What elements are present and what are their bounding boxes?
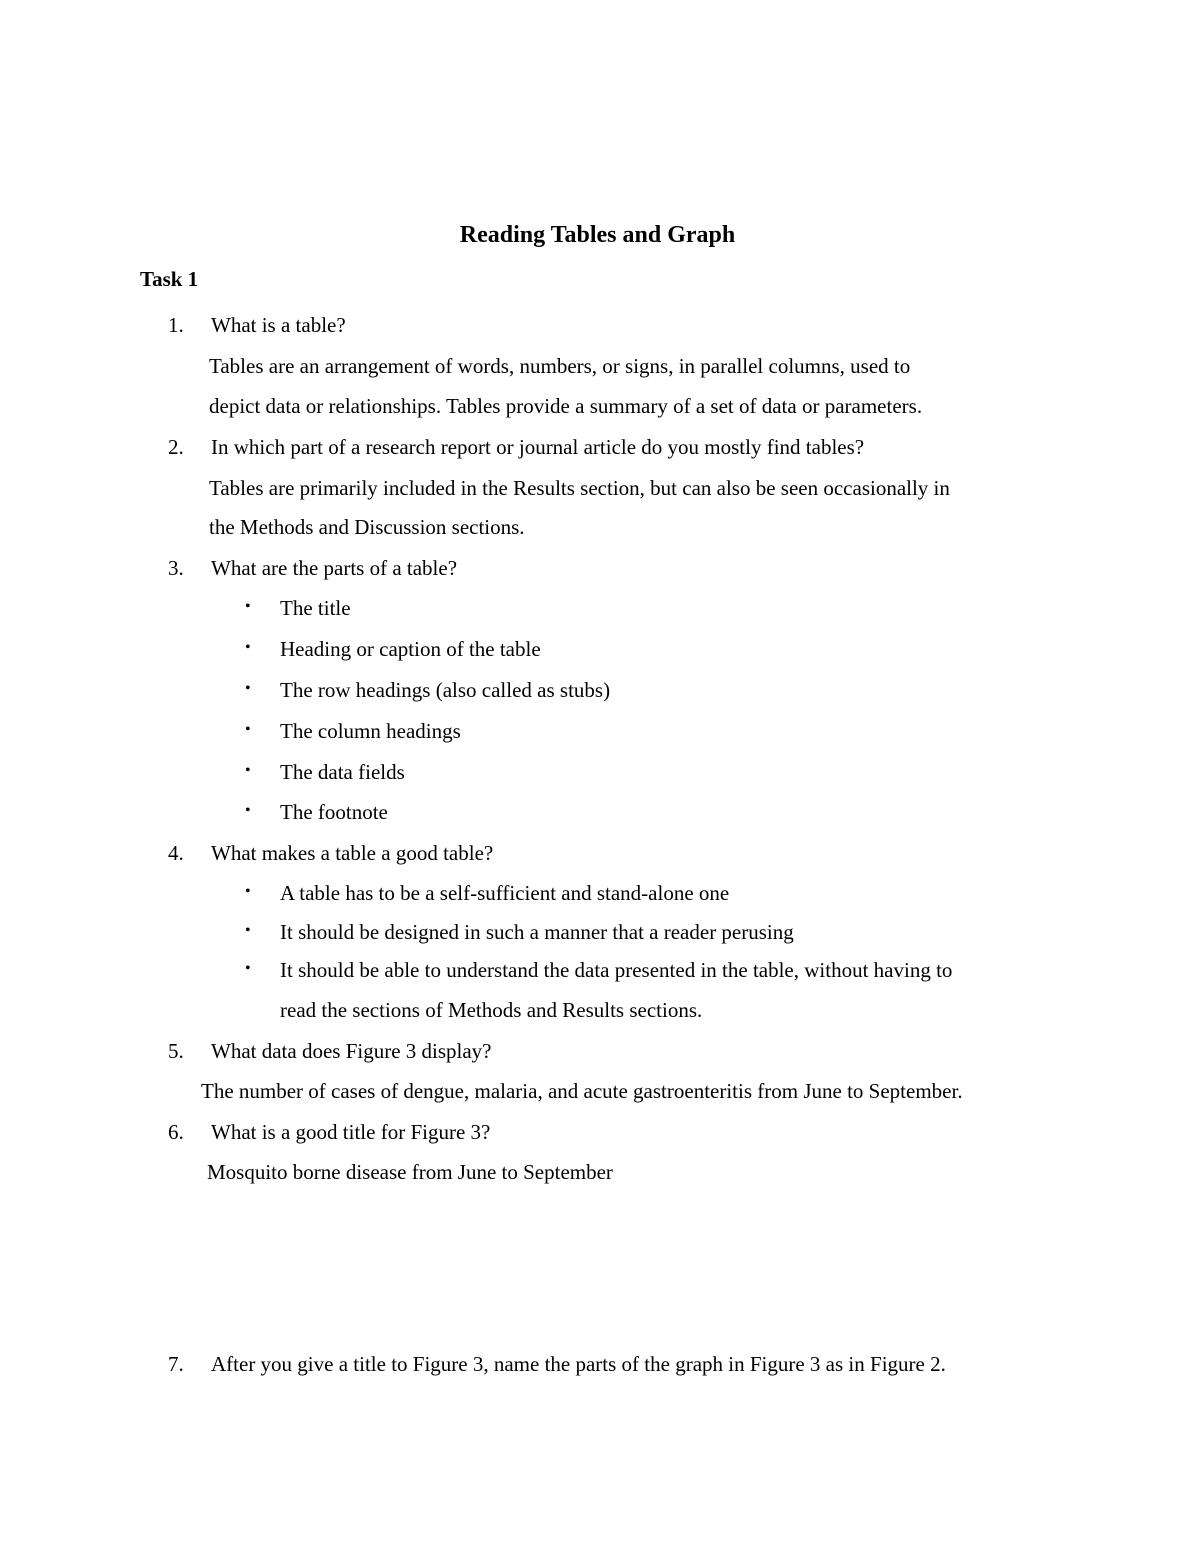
- page-title: Reading Tables and Graph: [459, 222, 736, 248]
- question-5-text: What data does Figure 3 display?: [211, 1039, 492, 1063]
- answer-5: The number of cases of dengue, malaria, and acute gastroenteritis from June to September.: [201, 1079, 963, 1103]
- question-3-number: 3.: [168, 556, 184, 580]
- answer-6: Mosquito borne disease from June to September: [207, 1160, 613, 1184]
- bullet-icon: •: [245, 922, 251, 939]
- question-4-number: 4.: [168, 841, 184, 865]
- question-1-number: 1.: [168, 313, 184, 337]
- answer-2-line-2: the Methods and Discussion sections.: [209, 515, 525, 539]
- bullet-icon: •: [245, 598, 251, 615]
- question-6-text: What is a good title for Figure 3?: [211, 1120, 491, 1144]
- answer-1-line-1: Tables are an arrangement of words, numbers, or signs, in parallel columns, used to: [209, 354, 911, 378]
- answer-2-line-1: Tables are primarily included in the Results section, but can also be seen occasionally in: [209, 476, 950, 500]
- q4-bullet-item: It should be able to understand the data presented in the table, without having to: [280, 958, 953, 982]
- bullet-icon: •: [245, 883, 251, 900]
- q3-bullet-item: The title: [280, 596, 351, 620]
- bullet-icon: •: [245, 960, 251, 977]
- q4-bullet-item: It should be designed in such a manner that a reader perusing: [280, 920, 794, 944]
- bullet-icon: •: [245, 762, 251, 779]
- question-7-number: 7.: [168, 1352, 184, 1376]
- q3-bullet-item: The footnote: [280, 800, 388, 824]
- bullet-icon: •: [245, 680, 251, 697]
- question-5-number: 5.: [168, 1039, 184, 1063]
- q3-bullet-item: Heading or caption of the table: [280, 637, 541, 661]
- question-2-number: 2.: [168, 435, 184, 459]
- question-3-text: What are the parts of a table?: [211, 556, 458, 580]
- bullet-icon: •: [245, 639, 251, 656]
- bullet-icon: •: [245, 802, 251, 819]
- q3-bullet-item: The row headings (also called as stubs): [280, 678, 611, 702]
- q4-bullet-continuation: read the sections of Methods and Results sections.: [280, 998, 703, 1022]
- q3-bullet-item: The column headings: [280, 719, 461, 743]
- answer-1-line-2: depict data or relationships. Tables provide a summary of a set of data or parameters.: [209, 394, 923, 418]
- question-4-text: What makes a table a good table?: [211, 841, 494, 865]
- q4-bullet-item: A table has to be a self-sufficient and stand-alone one: [280, 881, 730, 905]
- q3-bullet-item: The data fields: [280, 760, 405, 784]
- question-7-text: After you give a title to Figure 3, name the parts of the graph in Figure 3 as in Figure 2.: [211, 1352, 946, 1376]
- question-1-text: What is a table?: [211, 313, 346, 337]
- question-6-number: 6.: [168, 1120, 184, 1144]
- question-2-text: In which part of a research report or journal article do you mostly find tables?: [211, 435, 865, 459]
- bullet-icon: •: [245, 721, 251, 738]
- task-heading: Task 1: [140, 267, 199, 291]
